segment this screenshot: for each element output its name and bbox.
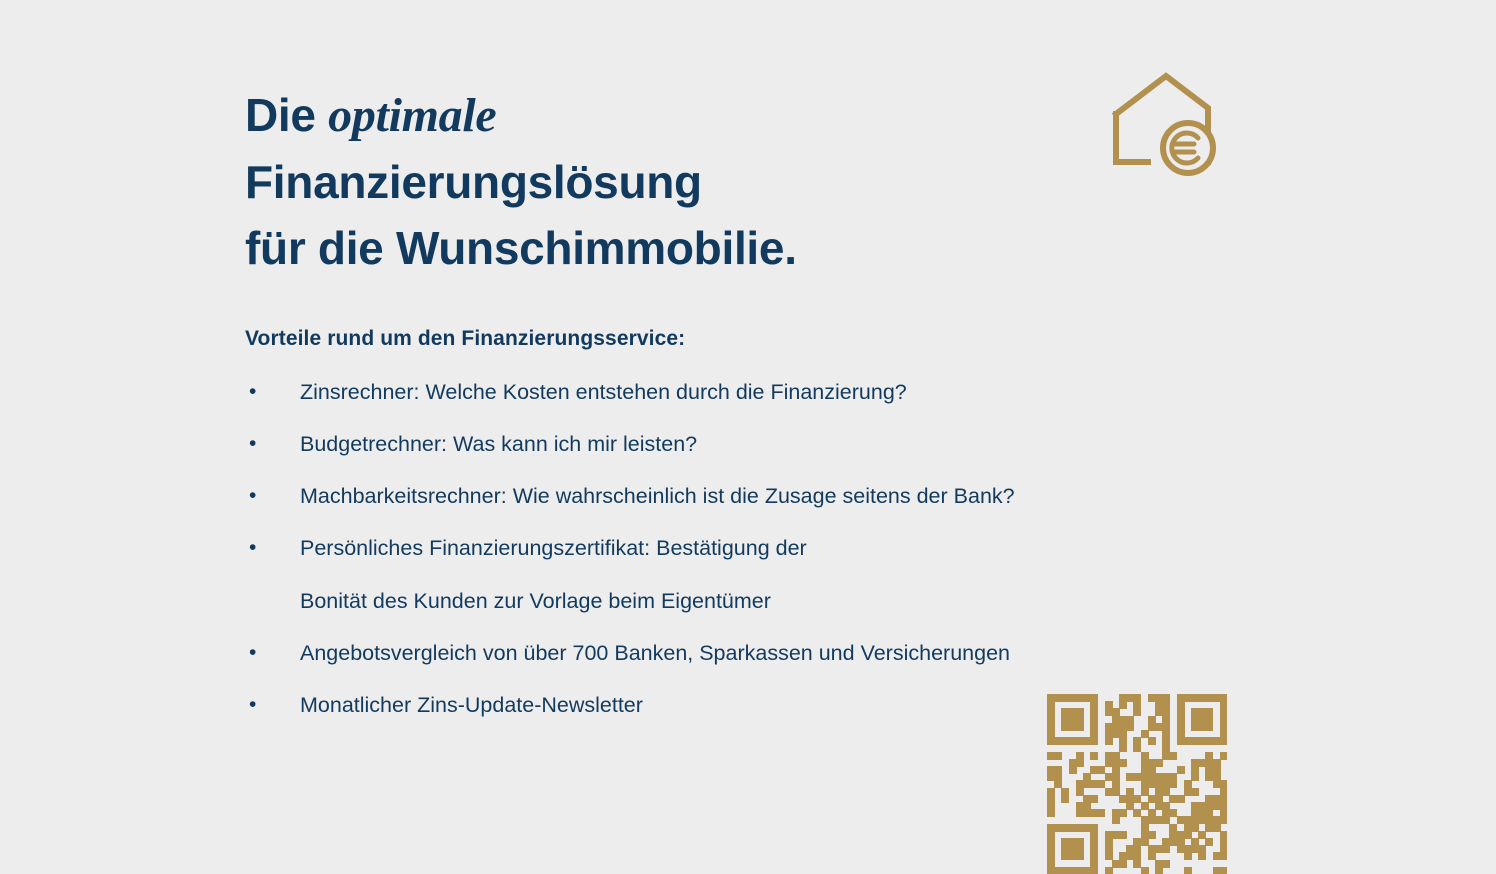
bullet-icon: • (249, 484, 257, 507)
benefits-subheading: Vorteile rund um den Finanzierungsservice: (245, 327, 686, 350)
bullet-icon: • (249, 641, 257, 664)
headline-line-1-prefix: Die (245, 89, 329, 141)
headline-line-1 (245, 82, 1065, 149)
list-item-text: Machbarkeitsrechner: Wie wahrscheinlich ist die Zusage seitens der Bank? (300, 484, 1015, 508)
benefits-list (245, 377, 1255, 742)
headline-line-1-italic: optimale (328, 89, 497, 142)
qr-code[interactable] (1047, 694, 1227, 874)
list-item (245, 481, 1255, 511)
list-item-text: Angebotsvergleich von über 700 Banken, Sparkassen und Versicherungen (300, 641, 1010, 665)
bullet-icon: • (249, 536, 257, 559)
list-item-text: Persönliches Finanzierungszertifikat: Bestätigung der (300, 536, 807, 560)
list-item (245, 533, 1255, 616)
bullet-icon: • (249, 380, 257, 403)
list-item (245, 429, 1255, 459)
list-item-text: Monatlicher Zins-Update-Newsletter (300, 693, 643, 717)
list-item (245, 638, 1255, 668)
bullet-icon: • (249, 432, 257, 455)
house-euro-icon (1108, 66, 1224, 182)
bullet-icon: • (249, 693, 257, 716)
headline-line-3: für die Wunschimmobilie. (245, 222, 797, 274)
qr-code-canvas (1047, 694, 1227, 874)
list-item-text: Budgetrechner: Was kann ich mir leisten? (300, 432, 698, 456)
list-item-text-continued: Bonität des Kunden zur Vorlage beim Eigentümer (300, 589, 771, 613)
list-item (245, 377, 1255, 407)
page-title (245, 82, 1065, 281)
list-item-text: Zinsrechner: Welche Kosten entstehen durch die Finanzierung? (300, 380, 907, 404)
headline-line-2: Finanzierungslösung (245, 156, 702, 208)
